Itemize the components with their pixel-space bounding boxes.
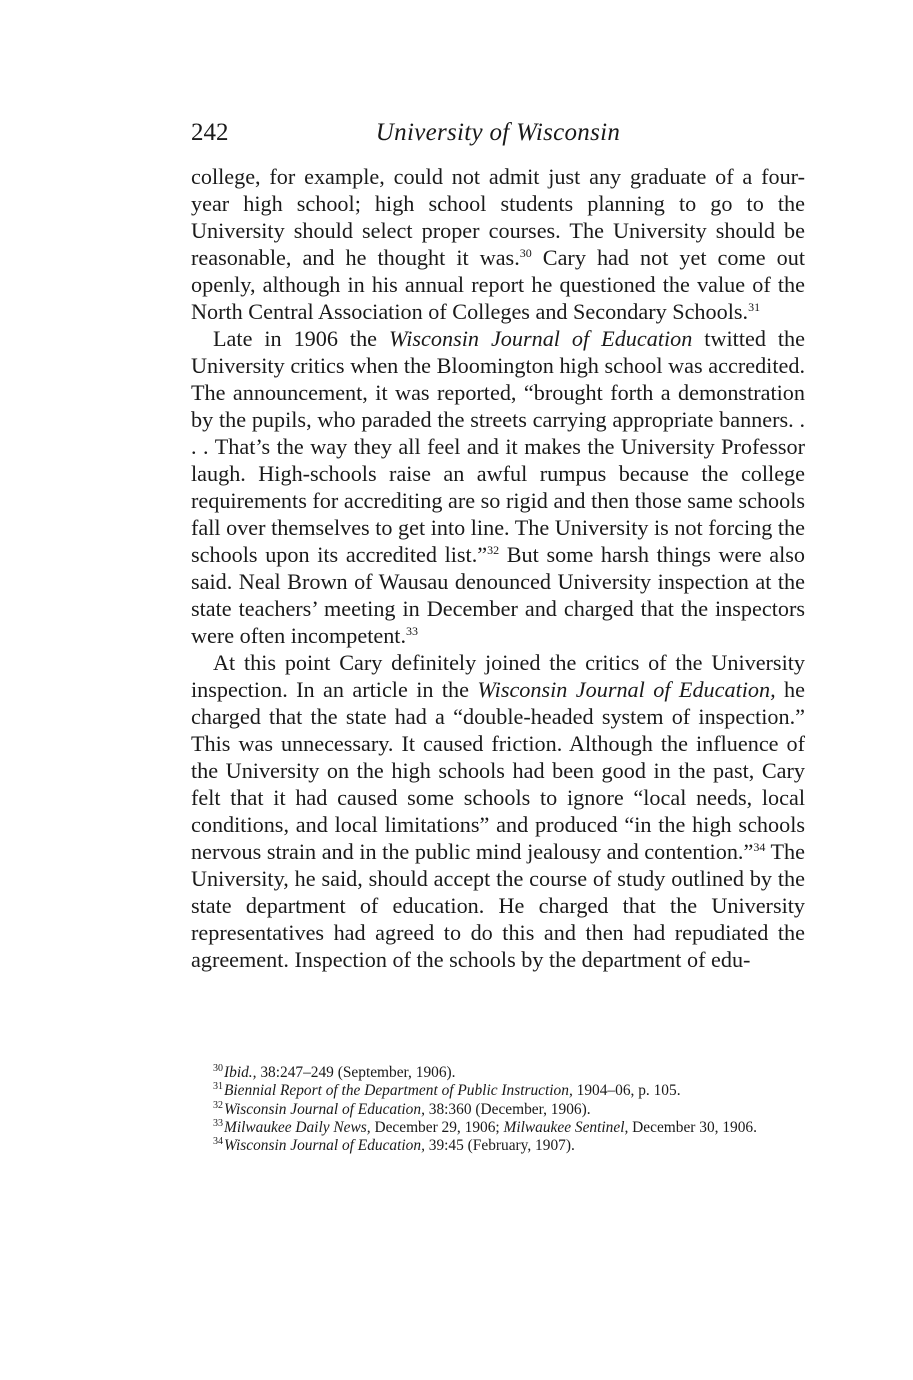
text-run: December 30, 1906. <box>628 1118 757 1136</box>
body-text <box>191 163 805 973</box>
footnote <box>191 1119 805 1137</box>
text-run: 39:45 (February, 1907). <box>424 1137 575 1155</box>
paragraph <box>191 649 805 973</box>
text-run: At this point Cary definitely joined the critics of the University inspection. In an article in the <box>191 650 805 702</box>
footnote-marker: 34 <box>213 1136 223 1148</box>
text-run: 38:247–249 (September, 1906). <box>256 1064 456 1081</box>
italic-title: Ibid., <box>224 1064 257 1081</box>
footnote-marker: 32 <box>213 1099 223 1111</box>
text-run: 1904–06, p. 105. <box>572 1082 681 1100</box>
paragraph <box>191 163 805 325</box>
footnote <box>191 1082 805 1100</box>
footnote-marker: 34 <box>753 840 766 854</box>
italic-title: Wisconsin Journal of Education, <box>477 677 776 702</box>
italic-title: Milwaukee Daily News, <box>224 1118 371 1136</box>
text-run: college, for example, could not admit just any graduate of a four-year high school; high school students planning to go to the University should select proper courses. The University should be reasonable, and he thought it was. <box>191 164 805 270</box>
paragraph <box>191 325 805 649</box>
italic-title: Wisconsin Journal of Education <box>389 326 693 351</box>
italic-title: Milwaukee Sentinel, <box>503 1118 629 1136</box>
footnote-marker: 30 <box>213 1063 223 1074</box>
footnote <box>191 1137 805 1155</box>
footnote-marker: 31 <box>748 300 761 314</box>
page-number: 242 <box>191 119 229 146</box>
footnote-marker: 31 <box>213 1081 223 1093</box>
text-run: 38:360 (December, 1906). <box>424 1100 591 1118</box>
italic-title: Biennial Report of the Department of Public Instruction, <box>224 1082 573 1100</box>
running-title: University of Wisconsin <box>375 119 621 146</box>
italic-title: Wisconsin Journal of Education, <box>224 1137 425 1155</box>
footnote <box>191 1064 805 1082</box>
italic-title: Wisconsin Journal of Education, <box>224 1100 425 1118</box>
footnote-marker: 33 <box>406 624 419 638</box>
text-run: Late in 1906 the <box>213 326 389 351</box>
page-header <box>191 118 805 152</box>
text-run: December 29, 1906; <box>370 1118 504 1136</box>
footnote-marker: 32 <box>487 543 500 557</box>
footnote-marker: 33 <box>213 1117 223 1129</box>
text-run: But some harsh things were also said. Neal Brown of Wausau denounced University inspection at the state teachers’ meeting in December and charged that the inspectors were often incompetent. <box>191 542 805 648</box>
text-run: Cary had not yet come out openly, although in his annual report he questioned the value of the North Central Association of Colleges and Secondary Schools. <box>191 245 805 324</box>
text-run: he charged that the state had a “double-headed system of inspection.” This was unnecessary. It caused friction. Although the influence of the University on the high schools had been good in the past, Cary felt that it had caused some schools to ignore “local needs, local conditions, and local limitations” and produced “in the high schools nervous strain and in the public mind jealousy and contention.” <box>191 677 805 864</box>
text-run: twitted the University critics when the Bloomington high school was accredited. The announcement, it was reported, “brought forth a demonstration by the pupils, who paraded the streets carrying appropriate banners. . . . That’s the way they all feel and it makes the University Professor laugh. High-schools raise an awful rumpus because the college requirements for accrediting are so rigid and then those same schools fall over themselves to get into line. The University is not forcing the schools upon its accredited list.” <box>191 326 805 567</box>
text-run: The University, he said, should accept the course of study outlined by the state department of education. He charged that the University representatives had agreed to do this and then had repudiated the agreement. Inspection of the schools by the department of edu- <box>191 839 805 972</box>
footnotes <box>191 1064 805 1155</box>
footnote-marker: 30 <box>519 246 532 260</box>
footnote <box>191 1101 805 1119</box>
